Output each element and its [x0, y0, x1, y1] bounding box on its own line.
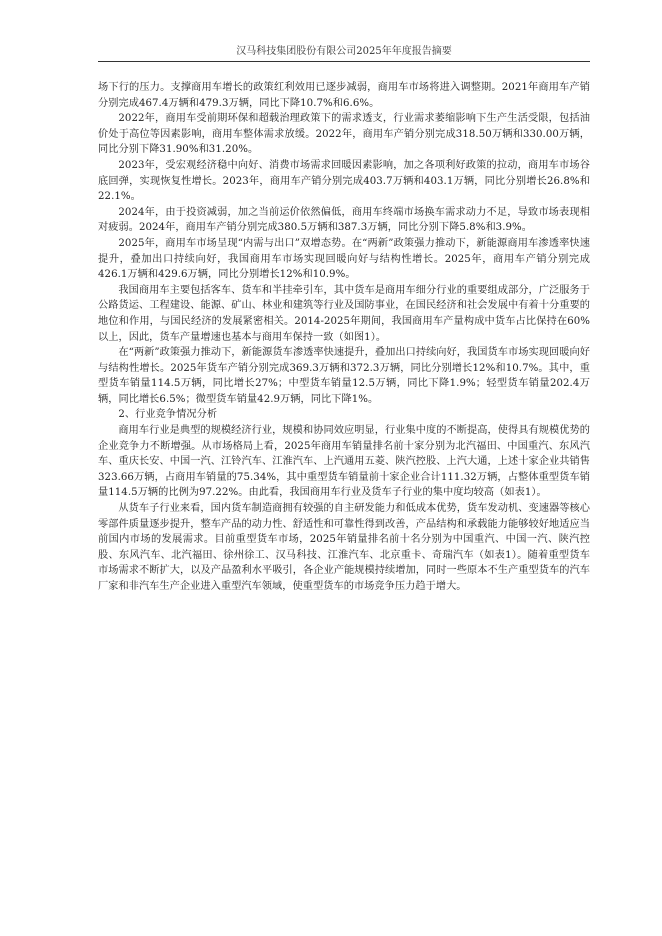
paragraph-continuation: 场下行的压力。支撑商用车增长的政策红利效用已逐步减弱，商用车市场将进入调整期。2021年商用车产销分别完成467.4万辆和479.3万辆，同比下降10.7%和6.6%。 — [98, 82, 590, 109]
paragraph-2024: 2024年，由于投资减弱，加之当前运价依然偏低，商用车终端市场换车需求动力不足，导致市场表现相对疲弱。2024年，商用车产销分别完成380.5万辆和387.3万辆，同比分别下降5.8%和3.9%。 — [98, 206, 590, 234]
page-header: 汉马科技集团股份有限公司2025年年度报告摘要 — [236, 46, 452, 57]
header-divider — [98, 61, 590, 62]
paragraph-2023: 2023年，受宏观经济稳中向好、消费市场需求回暖因素影响，加之各项利好政策的拉动，商用车市场谷底回弹，实现恢复性增长。2023年，商用车产销分别完成403.7万辆和403.1万辆，同比分别增长26.8%和22.1%。 — [98, 159, 590, 203]
paragraph-truck-market: 在“两新”政策强力推动下，新能源货车渗透率快速提升，叠加出口持续向好，我国货车市场实现回暖向好与结构性增长。2025年货车产销分别完成369.3万辆和372.3万辆，同比分别增长12%和10.7%。其中，重型货车销量114.5万辆，同比增长27%；中型货车销量12.5万辆，同比下降1.9%；轻型货车销量202.4万辆，同比增长6.5%；微型货车销量42.9万辆，同比下降1%。 — [98, 347, 590, 405]
paragraph-2025: 2025年，商用车市场呈现“内需与出口”双增态势。在“两新”政策强力推动下，新能源商用车渗透率快速提升，叠加出口持续向好，我国商用车市场实现回暖向好与结构性增长。2025年，商用车产销分别完成426.1万辆和429.6万辆，同比分别增长12%和10.9%。 — [98, 237, 590, 281]
paragraph-2022: 2022年，商用车受前期环保和超载治理政策下的需求透支，行业需求萎缩影响下生产生活受限，包括油价处于高位等因素影响，商用车整体需求放缓。2022年，商用车产销分别完成318.50万辆和330.00万辆，同比分别下降31.90%和31.20%。 — [98, 113, 590, 156]
paragraph-industry-concentration: 商用车行业是典型的规模经济行业，规模和协同效应明显，行业集中度的不断提高，使得具有规模优势的企业竞争力不断增强。从市场格局上看，2025年商用车销量排名前十家分别为北汽福田、中国重汽、东风汽车、重庆长安、中国一汽、江铃汽车、江淮汽车、上汽通用五菱、陕汽控股、上汽大通，上述十家企业共销售323.66万辆，占商用车销量的75.34%，其中重型货车销量前十家企业合计111.32万辆，占整体重型货车销量114.5万辆的比例为97.22%。由此看，我国商用车行业及货车子行业的集中度均较高（如表1）。 — [98, 425, 590, 499]
report-body — [98, 80, 590, 595]
paragraph-vehicle-types: 我国商用车主要包括客车、货车和半挂牵引车，其中货车是商用车细分行业的重要组成部分，广泛服务于公路货运、工程建设、能源、矿山、林业和建筑等行业及国防事业，在国民经济和社会发展中有着十分重要的地位和作用，与国民经济的发展紧密相关。2014-2025年期间，我国商用车产量构成中货车占比保持在60%以上，因此，货车产量增速也基本与商用车保持一致（如图1）。 — [98, 284, 590, 343]
paragraph-truck-subindustry: 从货车子行业来看，国内货车制造商拥有较强的自主研发能力和低成本优势，货车发动机、变速器等核心零部件质量逐步提升，整车产品的动力性、舒适性和可靠性得到改善，产品结构和承载能力能够较好地适应当前国内市场的发展需求。目前重型货车市场，2025年销量排名前十名分别为中国重汽、中国一汽、陕汽控股、东风汽车、北汽福田、徐州徐工、汉马科技、江淮汽车、北京重卡、奇瑞汽车（如表1）。随着重型货车市场需求不断扩大，以及产品盈利水平吸引，各企业产能规模持续增加，同时一些原本不生产重型货车的汽车厂家和非汽车生产企业进入重型汽车领域，使重型货车的市场竞争压力趋于增大。 — [98, 503, 590, 592]
section-heading-competition: 2、行业竞争情况分析 — [118, 409, 218, 421]
